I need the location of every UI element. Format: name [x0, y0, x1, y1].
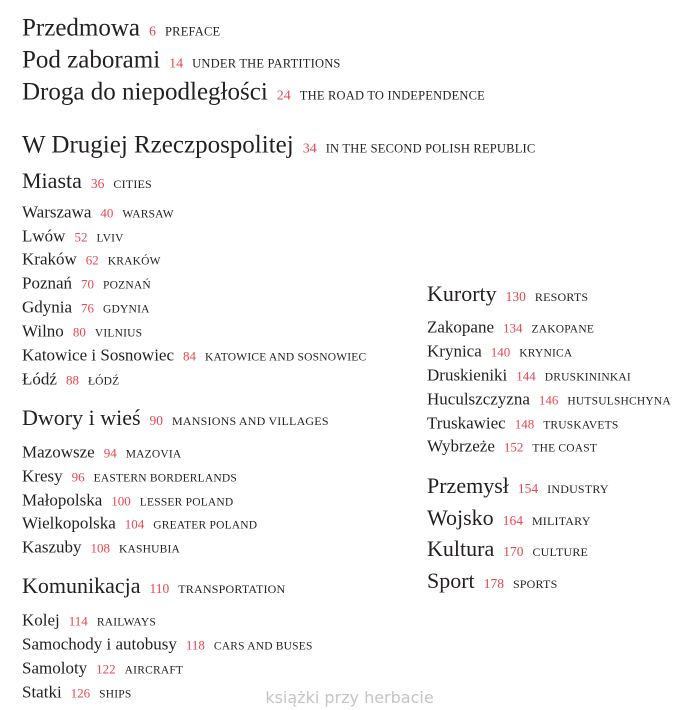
page-number: 126 — [70, 685, 91, 701]
page-number: 62 — [85, 252, 99, 268]
toc-entry — [22, 407, 329, 429]
english-title: KRAKÓW — [107, 255, 161, 268]
polish-title: Druskieniki — [427, 365, 508, 385]
page-number: 130 — [505, 289, 526, 304]
toc-entry — [22, 538, 180, 556]
english-title: KATOWICE AND SOSNOWIEC — [205, 351, 367, 364]
english-title: ZAKOPANE — [531, 323, 595, 336]
english-title: THE ROAD TO INDEPENDENCE — [299, 88, 486, 103]
toc-entry — [427, 475, 609, 497]
english-title: EASTERN BORDERLANDS — [93, 472, 238, 485]
english-title: THE COAST — [532, 442, 598, 455]
page-number: 94 — [103, 445, 117, 461]
polish-title: Wielkopolska — [22, 513, 116, 533]
page-number: 52 — [74, 229, 88, 245]
page-number: 108 — [90, 540, 110, 556]
toc-entry — [22, 575, 285, 597]
page-number: 76 — [81, 300, 95, 316]
polish-title: Kolej — [22, 610, 60, 630]
polish-title: Truskawiec — [427, 413, 506, 433]
page-number: 110 — [149, 581, 170, 596]
polish-title: Warszawa — [22, 202, 92, 222]
toc-entry — [22, 635, 313, 653]
polish-title: Łódź — [22, 369, 57, 389]
polish-title: Katowice i Sosnowiec — [22, 345, 175, 365]
english-title: CITIES — [113, 177, 152, 191]
polish-title: Zakopane — [427, 317, 495, 337]
page-number: 6 — [149, 24, 157, 40]
toc-entry — [22, 514, 257, 532]
toc-entry — [22, 491, 233, 509]
polish-title: Mazowsze — [22, 442, 95, 462]
english-title: MAZOVIA — [125, 448, 182, 461]
polish-title: Kurorty — [427, 281, 497, 306]
english-title: TRANSPORTATION — [178, 582, 286, 596]
english-title: POZNAŃ — [103, 279, 151, 292]
english-title: HUTSULSHCHYNA — [567, 395, 671, 408]
english-title: SHIPS — [99, 688, 132, 701]
toc-entry — [22, 659, 183, 677]
english-title: CULTURE — [532, 545, 589, 559]
page-number: 154 — [517, 481, 539, 496]
toc-entry — [427, 366, 631, 384]
page-number: 34 — [302, 141, 317, 157]
page-number: 122 — [96, 661, 116, 677]
toc-entry — [22, 203, 174, 221]
toc-entry — [22, 611, 156, 629]
polish-title: Krynica — [427, 341, 482, 361]
page-number: 134 — [503, 320, 523, 336]
toc-entry — [22, 370, 119, 388]
toc-entry — [427, 390, 671, 408]
toc-entry — [22, 48, 341, 73]
page-number: 40 — [100, 205, 114, 221]
toc-entry — [22, 250, 161, 268]
polish-title: Kaszuby — [22, 537, 82, 557]
english-title: TRUSKAVETS — [543, 419, 619, 432]
toc-entry — [427, 318, 594, 336]
toc-entry — [22, 16, 220, 41]
toc-entry — [427, 283, 588, 305]
english-title: DRUSKININKAI — [544, 371, 631, 384]
polish-title: Pod zaborami — [22, 46, 161, 74]
polish-title: Małopolska — [22, 490, 103, 510]
toc-entry — [22, 133, 535, 158]
polish-title: Kraków — [22, 249, 77, 269]
page-number: 178 — [483, 576, 504, 591]
english-title: GDYNIA — [103, 303, 150, 316]
page-number: 152 — [503, 439, 524, 455]
polish-title: Kultura — [427, 536, 495, 561]
toc-entry — [427, 507, 591, 529]
toc-entry — [427, 538, 588, 560]
page-number: 80 — [72, 324, 86, 340]
english-title: INDUSTRY — [547, 482, 609, 496]
english-title: ŁÓDŹ — [87, 375, 120, 388]
english-title: WARSAW — [122, 208, 174, 221]
page-number: 170 — [503, 544, 524, 559]
toc-entry — [22, 170, 152, 192]
page-number: 164 — [502, 513, 523, 528]
page-number: 146 — [538, 392, 559, 408]
english-title: CARS AND BUSES — [213, 640, 313, 653]
polish-title: Miasta — [22, 168, 82, 193]
toc-entry — [427, 570, 557, 592]
toc-entry — [22, 227, 124, 245]
polish-title: Wybrzeże — [427, 436, 495, 456]
toc-entry — [22, 80, 485, 105]
toc-entry — [22, 467, 237, 485]
english-title: RAILWAYS — [96, 616, 156, 629]
english-title: AIRCRAFT — [124, 664, 184, 677]
toc-entry — [22, 346, 366, 364]
english-title: PREFACE — [165, 24, 221, 39]
english-title: GREATER POLAND — [153, 519, 258, 532]
page-number: 144 — [516, 368, 536, 384]
toc-entry — [427, 342, 572, 360]
english-title: UNDER THE PARTITIONS — [192, 56, 341, 71]
page-number: 114 — [68, 613, 88, 629]
watermark: książki przy herbacie — [265, 688, 434, 707]
polish-title: Wojsko — [427, 505, 494, 530]
english-title: LVIV — [96, 232, 124, 245]
english-title: SPORTS — [512, 577, 558, 591]
page-number: 118 — [185, 637, 205, 653]
toc-entry — [22, 274, 151, 292]
polish-title: Samochody i autobusy — [22, 634, 177, 654]
page-number: 70 — [81, 276, 95, 292]
english-title: KRYNICA — [519, 347, 573, 360]
polish-title: Przedmowa — [22, 14, 141, 42]
polish-title: Kresy — [22, 466, 63, 486]
polish-title: Droga do niepodległości — [22, 78, 268, 106]
page-number: 88 — [65, 372, 79, 388]
page-number: 148 — [514, 416, 535, 432]
page-number: 90 — [149, 413, 164, 428]
toc-entry — [22, 443, 181, 461]
polish-title: Przemysł — [427, 473, 509, 498]
page-number: 100 — [111, 493, 131, 509]
english-title: RESORTS — [534, 290, 589, 304]
page-number: 24 — [276, 88, 291, 104]
english-title: IN THE SECOND POLISH REPUBLIC — [325, 141, 536, 156]
page-number: 140 — [490, 344, 511, 360]
toc-entry — [22, 298, 150, 316]
page-number: 96 — [71, 469, 85, 485]
polish-title: Statki — [22, 682, 62, 702]
polish-title: Poznań — [22, 273, 73, 293]
polish-title: Huculszczyzna — [427, 389, 530, 409]
english-title: KASHUBIA — [118, 543, 181, 556]
english-title: MANSIONS AND VILLAGES — [172, 414, 329, 428]
english-title: LESSER POLAND — [139, 496, 234, 509]
polish-title: Wilno — [22, 321, 64, 341]
toc-entry — [22, 322, 142, 340]
page-number: 104 — [124, 516, 145, 532]
english-title: VILNIUS — [94, 327, 143, 340]
polish-title: Lwów — [22, 226, 66, 246]
polish-title: Gdynia — [22, 297, 73, 317]
polish-title: Samoloty — [22, 658, 88, 678]
toc-entry — [427, 437, 597, 455]
polish-title: W Drugiej Rzeczpospolitej — [22, 131, 294, 159]
english-title: MILITARY — [531, 514, 591, 528]
page-number: 14 — [169, 56, 184, 72]
page-number: 36 — [90, 176, 105, 191]
polish-title: Sport — [427, 568, 475, 593]
page-number: 84 — [183, 348, 197, 364]
toc-entry — [427, 414, 618, 432]
polish-title: Dwory i wieś — [22, 405, 141, 430]
polish-title: Komunikacja — [22, 573, 141, 598]
